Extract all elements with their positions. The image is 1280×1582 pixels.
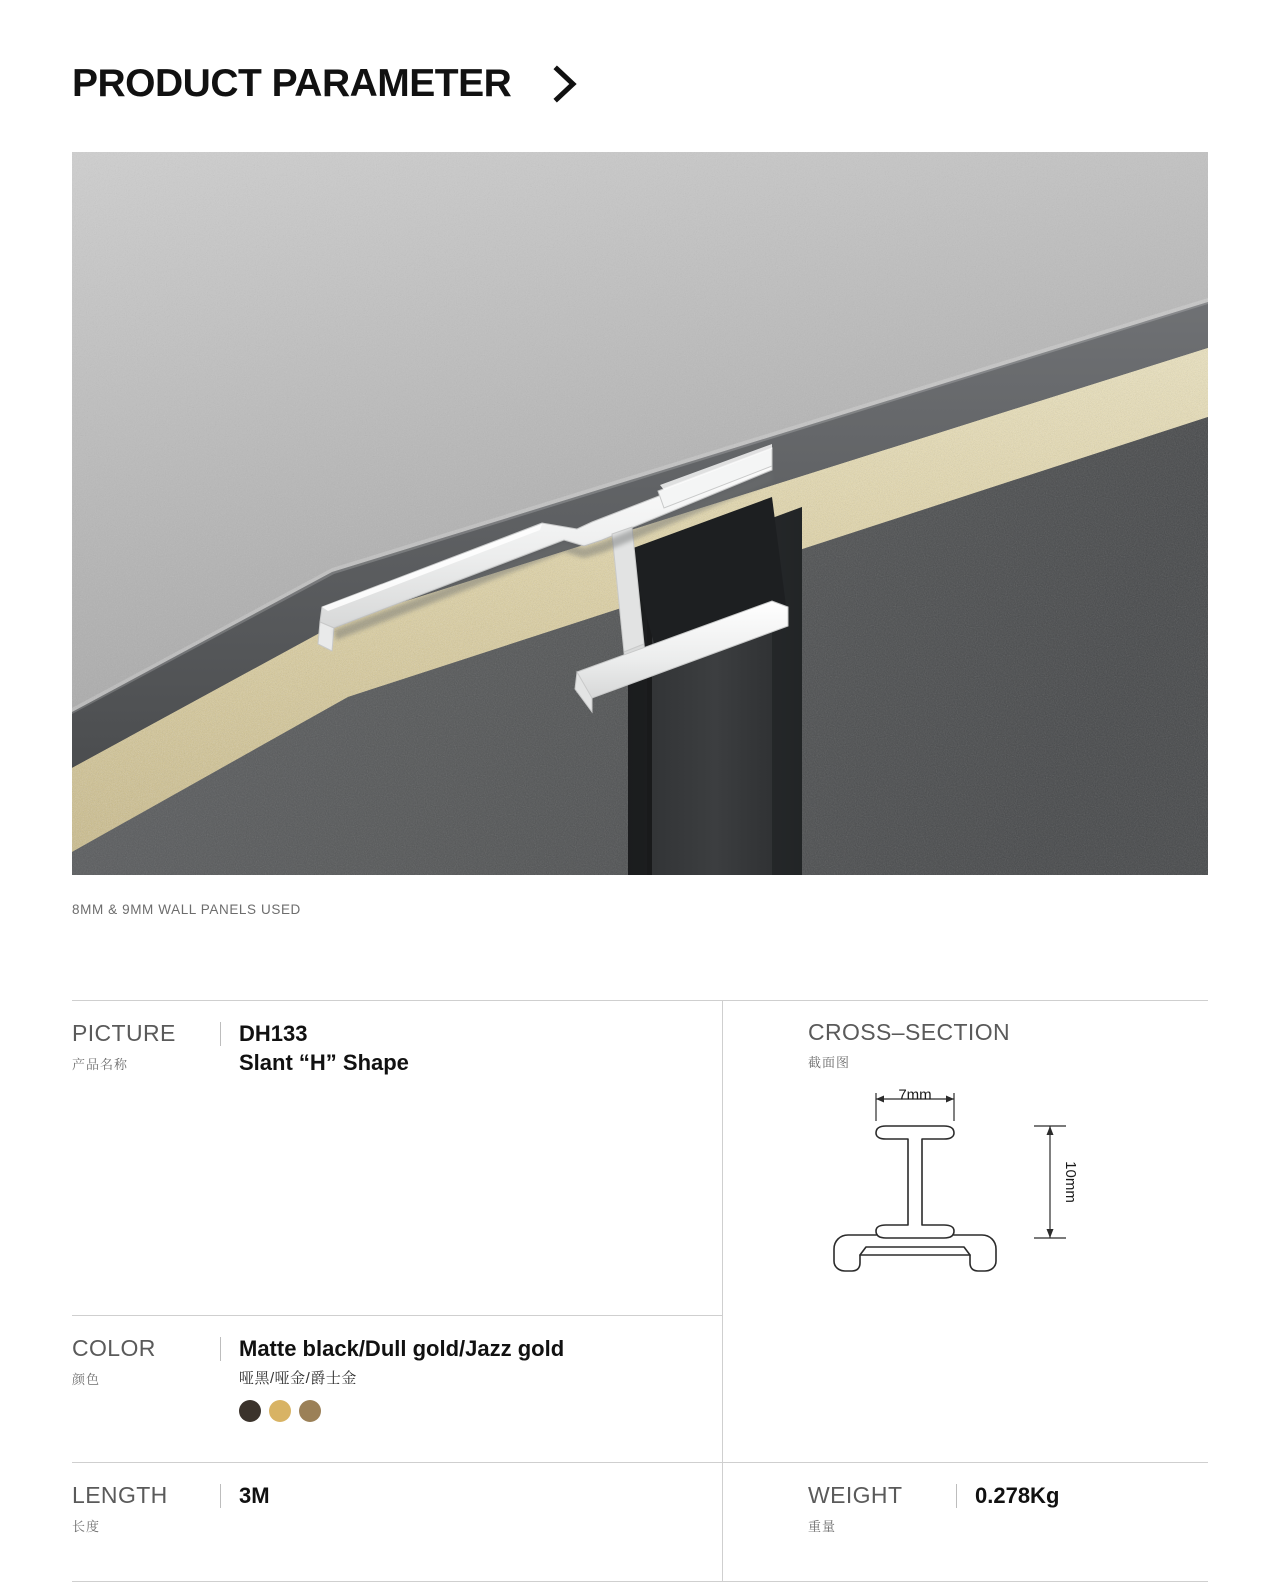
color-label-en: COLOR (72, 1335, 156, 1361)
weight-value: 0.278Kg (975, 1483, 1060, 1509)
field-picture-values (239, 1019, 698, 1077)
length-label-en: LENGTH (72, 1482, 168, 1509)
field-picture-labels (72, 1019, 220, 1073)
cross-section-height-label: 10mm (1062, 1161, 1079, 1203)
spec-row-picture-crosssection (72, 1000, 1208, 1315)
spec-row-length-weight (72, 1462, 1208, 1581)
product-photo (72, 152, 1208, 875)
field-length (72, 1481, 698, 1535)
field-length-values (239, 1481, 698, 1510)
color-label-cn: 颜色 (72, 1371, 101, 1387)
spec-table (72, 1000, 1208, 1582)
color-value-en: Matte black/Dull gold/Jazz gold (239, 1336, 565, 1361)
field-color-values (239, 1334, 698, 1422)
spec-cell-picture (72, 1000, 722, 1315)
cross-section-drawing (818, 1085, 1208, 1295)
field-picture (72, 1019, 698, 1077)
color-swatches (239, 1400, 698, 1422)
field-separator (220, 1337, 221, 1361)
length-value: 3M (239, 1483, 270, 1509)
page-header (72, 64, 579, 103)
spec-cell-cross-section-continued (722, 1315, 1208, 1462)
field-color-labels (72, 1334, 220, 1388)
spec-row-color (72, 1315, 1208, 1462)
field-separator (220, 1484, 221, 1508)
field-separator (956, 1484, 957, 1508)
picture-label-en: PICTURE (72, 1020, 176, 1046)
field-weight (808, 1481, 1208, 1535)
spec-cell-weight (722, 1462, 1208, 1581)
color-swatch-matte-black[interactable] (239, 1400, 261, 1422)
color-value-cn: 哑黑/哑金/爵士金 (239, 1370, 357, 1388)
field-color (72, 1334, 698, 1422)
picture-label-cn: 产品名称 (72, 1056, 129, 1072)
color-swatch-jazz-gold[interactable] (299, 1400, 321, 1422)
spec-cell-color (72, 1315, 722, 1462)
cross-section-label-cn: 截面图 (808, 1055, 851, 1070)
picture-name: Slant “H” Shape (239, 1050, 409, 1076)
hero-caption: 8MM & 9MM WALL PANELS USED (72, 902, 301, 917)
cross-section-label-en: CROSS–SECTION (808, 1019, 1011, 1045)
field-weight-labels (808, 1481, 956, 1535)
weight-label-en: WEIGHT (808, 1482, 903, 1509)
weight-label-cn: 重量 (808, 1518, 837, 1534)
page-title: PRODUCT PARAMETER (72, 62, 512, 105)
picture-code: DH133 (239, 1021, 308, 1046)
color-swatch-dull-gold[interactable] (269, 1400, 291, 1422)
length-label-cn: 长度 (72, 1518, 101, 1534)
field-weight-values (975, 1481, 1208, 1510)
chevron-right-icon (553, 65, 579, 103)
cross-section-width-label: 7mm (898, 1086, 932, 1104)
spec-cell-length (72, 1462, 722, 1581)
field-separator (220, 1022, 221, 1046)
spec-cell-cross-section (722, 1000, 1208, 1315)
field-length-labels (72, 1481, 220, 1535)
